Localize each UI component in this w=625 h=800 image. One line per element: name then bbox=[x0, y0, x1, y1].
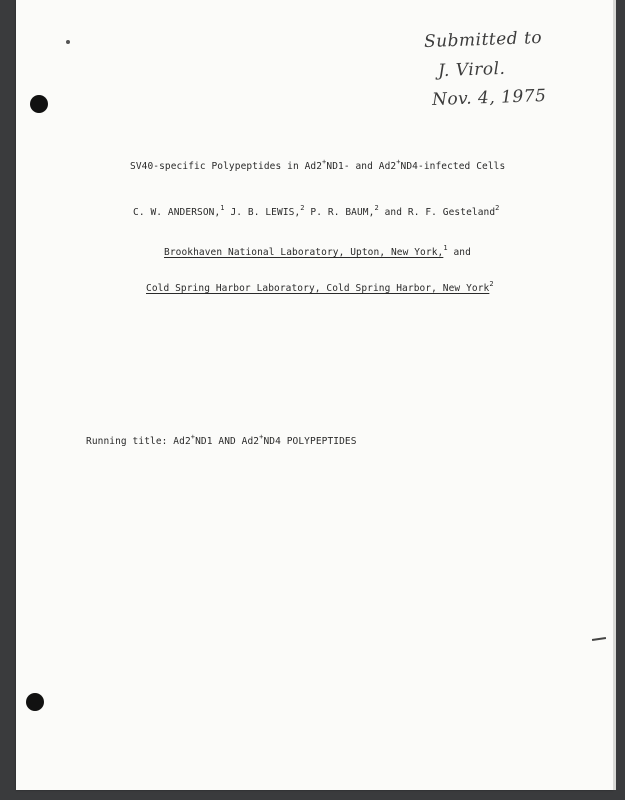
paper-title bbox=[130, 158, 506, 172]
punch-hole-top bbox=[30, 95, 48, 113]
author-anderson: C. W. ANDERSON, bbox=[133, 207, 221, 218]
author-gesteland: and R. F. Gesteland bbox=[378, 207, 496, 218]
affiliation-1-text: Brookhaven National Laboratory, Upton, New York, bbox=[164, 247, 444, 258]
running-title-superscript-1: + bbox=[190, 433, 196, 441]
author-anderson-affiliation: 1 bbox=[220, 204, 225, 212]
handwritten-note-line-3: Nov. 4, 1975 bbox=[431, 86, 547, 110]
author-lewis-affiliation: 2 bbox=[300, 204, 305, 212]
running-title-part-3: ND4 POLYPEPTIDES bbox=[263, 436, 357, 447]
paper-speck bbox=[66, 40, 70, 44]
affiliation-2-marker: 2 bbox=[489, 280, 494, 288]
running-title-part-1: Ad2 bbox=[167, 436, 191, 447]
affiliation-2-text: Cold Spring Harbor Laboratory, Cold Spring Harbor, New York bbox=[146, 283, 490, 294]
author-list bbox=[133, 204, 500, 218]
title-superscript-1: + bbox=[322, 158, 327, 166]
handwritten-note-line-2: J. Virol. bbox=[437, 58, 506, 82]
title-part-1: SV40-specific Polypeptides in Ad2 bbox=[130, 161, 323, 172]
author-baum: P. R. BAUM, bbox=[304, 207, 375, 218]
title-part-3: ND4-infected Cells bbox=[400, 161, 506, 172]
running-title-part-2: ND1 AND Ad2 bbox=[195, 436, 260, 447]
paper-sheet bbox=[16, 0, 613, 790]
title-superscript-2: + bbox=[396, 158, 401, 166]
affiliation-brookhaven bbox=[164, 244, 471, 258]
author-baum-affiliation: 2 bbox=[374, 204, 379, 212]
handwritten-note-line-1: Submitted to bbox=[423, 27, 543, 53]
affiliation-1-marker: 1 bbox=[443, 244, 448, 252]
affiliation-1-tail: and bbox=[447, 247, 471, 258]
running-title-label: Running title: bbox=[86, 436, 168, 447]
running-title bbox=[86, 433, 357, 447]
paper-edge bbox=[613, 0, 616, 790]
punch-hole-bottom bbox=[26, 693, 44, 711]
title-part-2: ND1- and Ad2 bbox=[326, 161, 397, 172]
author-gesteland-affiliation: 2 bbox=[495, 204, 500, 212]
author-lewis: J. B. LEWIS, bbox=[224, 207, 301, 218]
running-title-superscript-2: + bbox=[259, 433, 264, 441]
affiliation-cold-spring-harbor bbox=[146, 280, 494, 294]
